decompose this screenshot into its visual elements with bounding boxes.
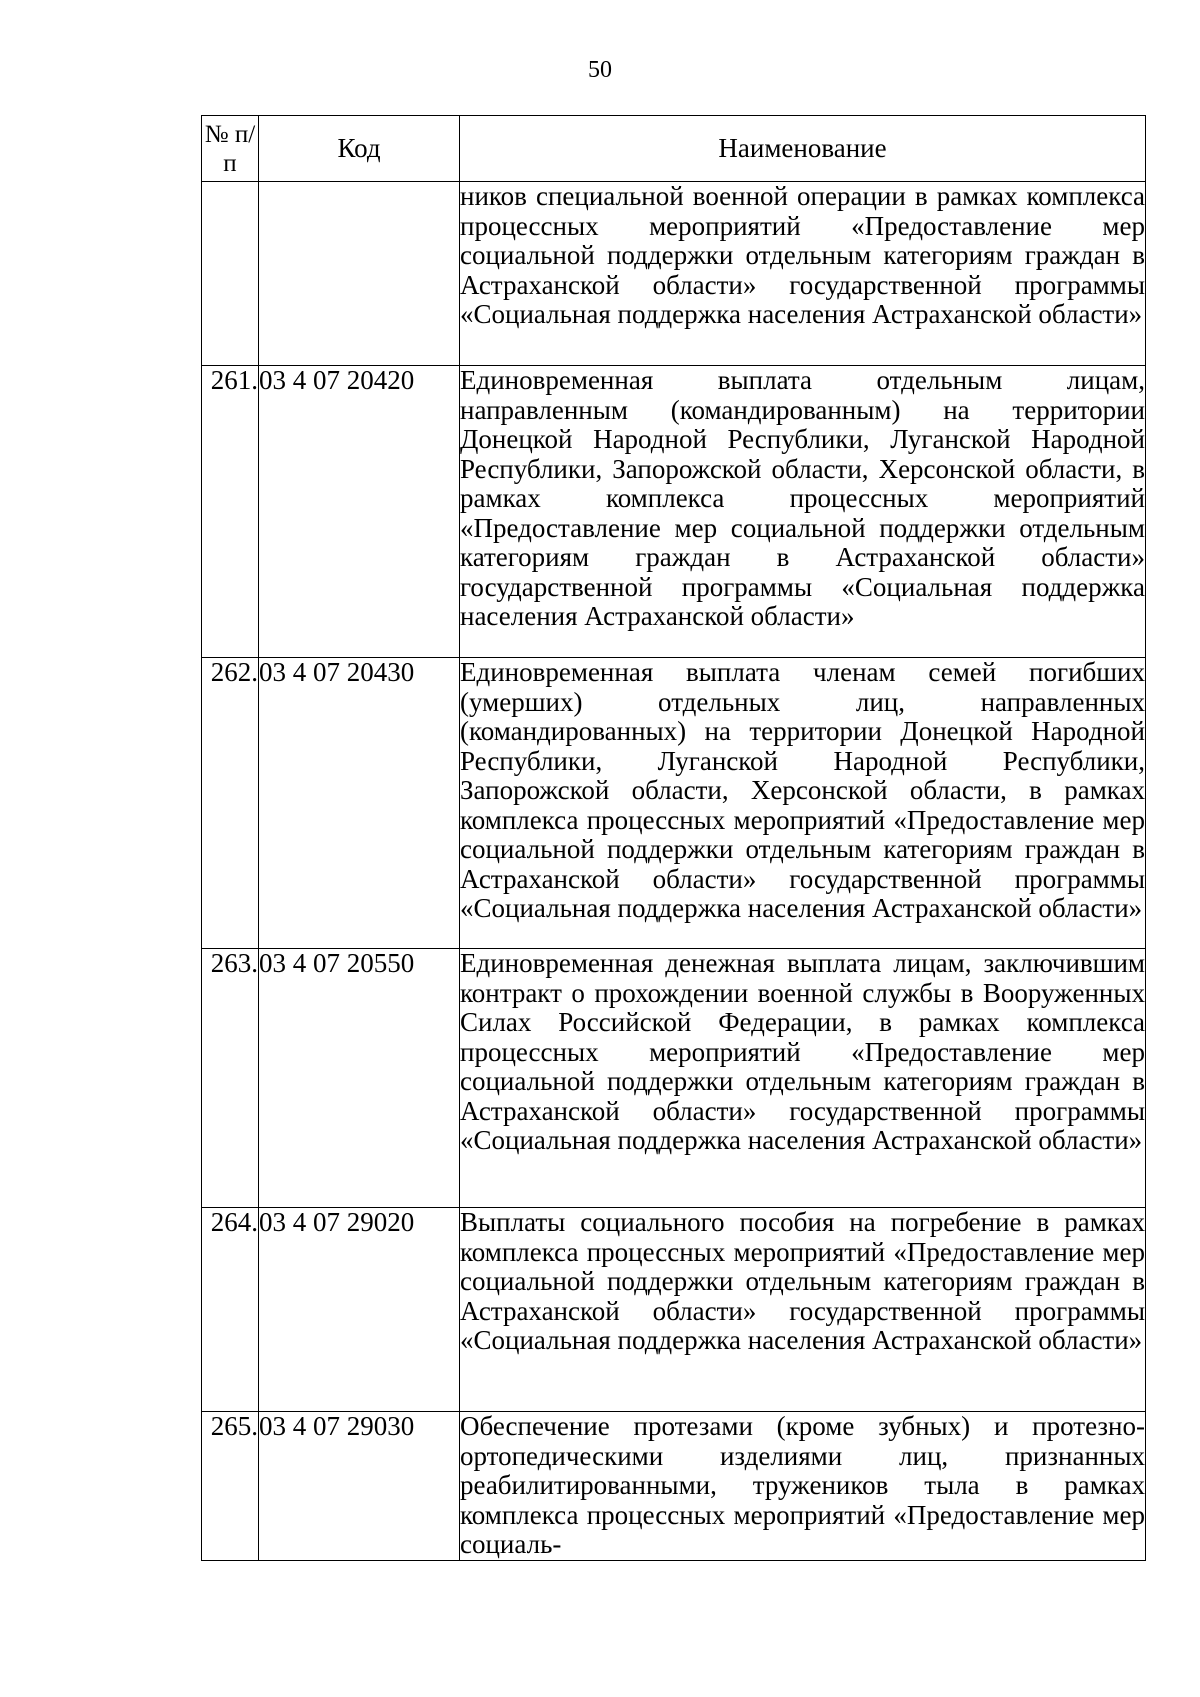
page-number: 50 — [588, 57, 612, 83]
header-code: Код — [259, 116, 460, 182]
header-num: № п/п — [202, 116, 259, 182]
row-num: 264. — [202, 1208, 259, 1412]
row-code: 03 4 07 20550 — [259, 949, 460, 1208]
table-row — [202, 658, 1146, 949]
table-row — [202, 366, 1146, 658]
row-name: ников специальной военной операции в рамках комплекса процессных мероприятий «Предоставление мер социальной поддержки отдельным категориям граждан в Астраханской области» государственной программы «Социальная поддержка населения Астраханской области» — [460, 182, 1146, 366]
row-name: Единовременная выплата отдельным лицам, направленным (командированным) на территории Донецкой Народной Республики, Луганской Народной Республики, Запорожской области, Херсонской области, в рамках комплекса процессных мероприятий «Предоставление мер социальной поддержки отдельным категориям граждан в Астраханской области» государственной программы «Социальная поддержка населения Астраханской области» — [460, 366, 1146, 658]
table-row — [202, 949, 1146, 1208]
budget-codes-table — [201, 115, 1146, 1561]
row-num: 261. — [202, 366, 259, 658]
row-name: Единовременная выплата членам семей погибших (умерших) отдельных лиц, направленных (командированных) на территории Донецкой Народной Республики, Луганской Народной Республики, Запорожской области, Херсонской области, в рамках комплекса процессных мероприятий «Предоставление мер социальной поддержки отдельным категориям граждан в Астраханской области» государственной программы «Социальная поддержка населения Астраханской области» — [460, 658, 1146, 949]
row-num: 265. — [202, 1412, 259, 1561]
row-code — [259, 182, 460, 366]
table-row — [202, 1208, 1146, 1412]
row-num: 262. — [202, 658, 259, 949]
table-header-row — [202, 116, 1146, 182]
row-code: 03 4 07 20420 — [259, 366, 460, 658]
row-name: Обеспечение протезами (кроме зубных) и протезно-ортопедическими изделиями лиц, признанных реабилитированными, тружеников тыла в рамках комплекса процессных мероприятий «Предоставление мер социаль- — [460, 1411, 1145, 1559]
table-row — [202, 1412, 1146, 1561]
row-code: 03 4 07 20430 — [259, 658, 460, 949]
table-row — [202, 182, 1146, 366]
row-code: 03 4 07 29030 — [259, 1412, 460, 1561]
row-code: 03 4 07 29020 — [259, 1208, 460, 1412]
row-num — [202, 182, 259, 366]
row-name: Единовременная денежная выплата лицам, заключившим контракт о прохождении военной службы в Вооруженных Силах Российской Федерации, в рамках комплекса процессных мероприятий «Предоставление мер социальной поддержки отдельным категориям граждан в Астраханской области» государственной программы «Социальная поддержка населения Астраханской области» — [460, 949, 1146, 1208]
header-name: Наименование — [460, 116, 1146, 182]
row-name: Выплаты социального пособия на погребение в рамках комплекса процессных мероприятий «Предоставление мер социальной поддержки отдельным категориям граждан в Астраханской области» государственной программы «Социальная поддержка населения Астраханской области» — [460, 1208, 1146, 1412]
row-num: 263. — [202, 949, 259, 1208]
